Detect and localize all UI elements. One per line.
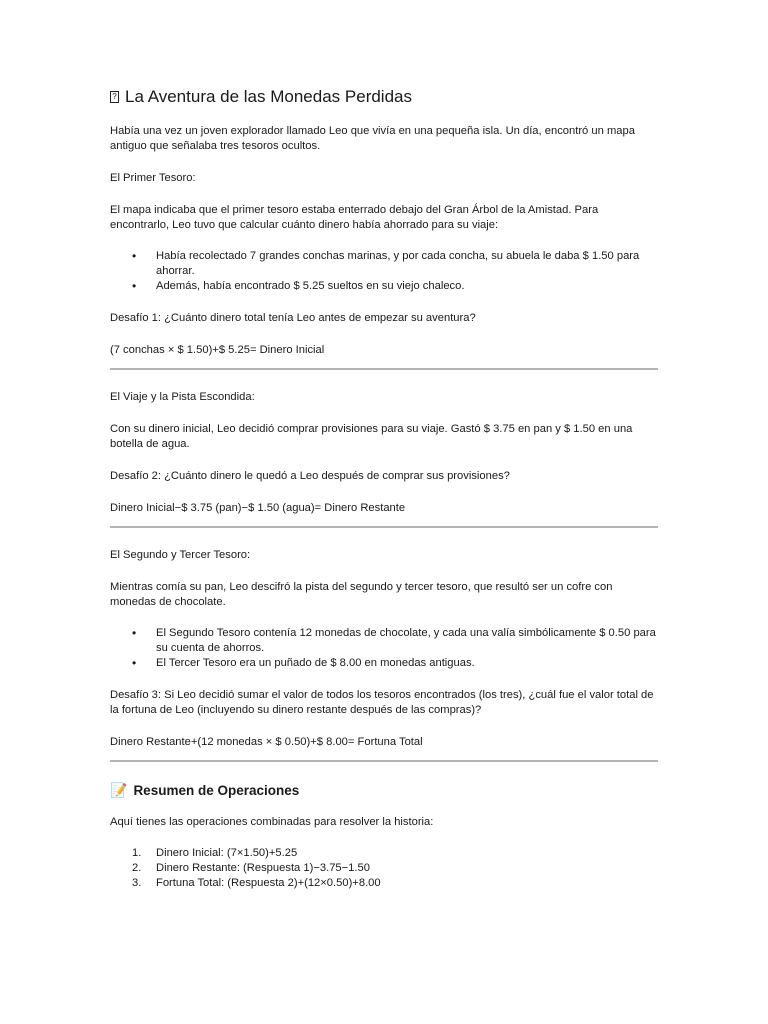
intro-paragraph: Había una vez un joven explorador llamado Leo que vivía en una pequeña isla. Un día, encontró un mapa antiguo que señalaba tres tesoros ocultos. <box>110 125 635 152</box>
formula-3: Dinero Restante+(12 monedas × $ 0.50)+$ 8.00= Fortuna Total <box>110 736 423 748</box>
list-number: 3. <box>132 877 142 889</box>
section3-heading: El Segundo y Tercer Tesoro: <box>110 549 251 561</box>
bullet-item: • Había recolectado 7 grandes conchas marinas, y por cada concha, su abuela le daba $ 1.50 para ahorrar. <box>110 249 658 279</box>
section3-bullet-list <box>110 626 658 671</box>
list-item <box>110 876 658 891</box>
list-number: 2. <box>132 862 142 874</box>
challenge-2: Desafío 2: ¿Cuánto dinero le quedó a Leo después de comprar sus provisiones? <box>110 470 510 482</box>
summary-heading-text: Resumen de Operaciones <box>133 782 300 798</box>
list-item <box>110 861 658 876</box>
formula-1: (7 conchas × $ 1.50)+$ 5.25= Dinero Inicial <box>110 344 325 356</box>
section-divider <box>110 760 658 762</box>
summary-heading <box>110 782 658 798</box>
bullet-item: • El Segundo Tesoro contenía 12 monedas de chocolate, y cada una valía simbólicamente $ 0.50 para su cuenta de ahorros. <box>110 626 658 656</box>
list-text: Dinero Restante: (Respuesta 1)−3.75−1.50 <box>156 862 370 874</box>
document-title-text: La Aventura de las Monedas Perdidas <box>125 87 412 106</box>
section2-heading: El Viaje y la Pista Escondida: <box>110 391 255 403</box>
document-body <box>110 86 658 891</box>
bullet-item: • Además, había encontrado $ 5.25 sueltos en su viejo chaleco. <box>110 279 658 294</box>
summary-text: Aquí tienes las operaciones combinadas para resolver la historia: <box>110 816 434 828</box>
section-divider <box>110 526 658 528</box>
section1-bullet-list <box>110 249 658 294</box>
memo-icon: 📝 <box>110 782 128 798</box>
section1-text: El mapa indicaba que el primer tesoro estaba enterrado debajo del Gran Árbol de la Amistad. Para encontrarlo, Leo tuvo que calcular cuánto dinero había ahorrado para su viaje: <box>110 204 599 231</box>
formula-2: Dinero Inicial−$ 3.75 (pan)−$ 1.50 (agua)= Dinero Restante <box>110 502 406 514</box>
summary-list <box>110 846 658 891</box>
missing-glyph-icon: ? <box>110 91 119 103</box>
list-text: Fortuna Total: (Respuesta 2)+(12×0.50)+8.00 <box>156 877 381 889</box>
challenge-1: Desafío 1: ¿Cuánto dinero total tenía Leo antes de empezar su aventura? <box>110 312 476 324</box>
section2-text: Con su dinero inicial, Leo decidió comprar provisiones para su viaje. Gastó $ 3.75 en pan y $ 1.50 en una botella de agua. <box>110 423 633 450</box>
list-number: 1. <box>132 847 142 859</box>
bullet-item: • El Tercer Tesoro era un puñado de $ 8.00 en monedas antiguas. <box>110 656 658 671</box>
challenge-3: Desafío 3: Si Leo decidió sumar el valor de todos los tesoros encontrados (los tres), ¿cuál fue el valor total de la fortuna de Leo (incluyendo su dinero restante después de las compras)? <box>110 689 654 716</box>
section3-text: Mientras comía su pan, Leo descifró la pista del segundo y tercer tesoro, que resultó ser un cofre con monedas de chocolate. <box>110 581 613 608</box>
list-item <box>110 846 658 861</box>
section-divider <box>110 368 658 370</box>
section1-heading: El Primer Tesoro: <box>110 172 196 184</box>
document-title <box>110 86 658 108</box>
list-text: Dinero Inicial: (7×1.50)+5.25 <box>156 847 298 859</box>
